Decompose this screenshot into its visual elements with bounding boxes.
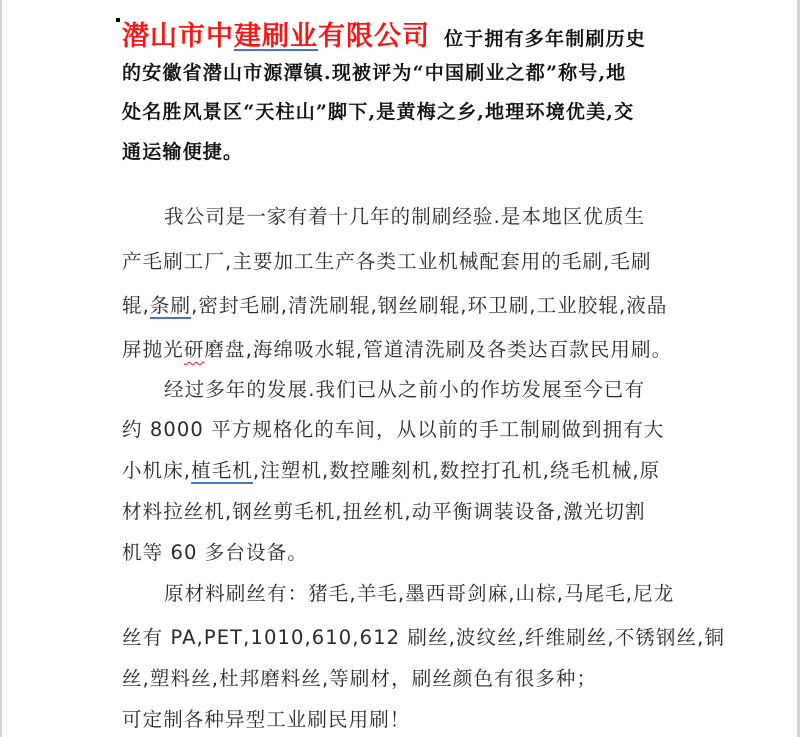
p2-line-2: 约 8000 平方规格化的车间，从以前的手工制刷做到拥有大 [122,418,665,441]
p2-line-3 [122,455,660,483]
p1-line-4-c: 磨盘,海绵吸水辊,管道清洗刷及各类达百款民用刷。 [204,338,673,361]
intro-line-2: 的安徽省潜山市源潭镇.现被评为“中国刷业之都”称号,地 [122,62,627,84]
p3-line-3: 丝,塑料丝,杜邦磨料丝,等刷材，刷丝颜色有很多种； [122,667,598,690]
p1-line-3-a: 辊, [122,294,150,317]
intro-text-1: 位于拥有多年制刷历史 [444,28,647,50]
p3-line-1: 原材料刷丝有：猪毛,羊毛,墨西哥剑麻,山棕,马尾毛,尼龙 [164,582,675,605]
p3-line-2: 丝有 PA,PET,1010,610,612 刷丝,波纹丝,纤维刷丝,不锈钢丝,铜 [122,626,725,649]
p1-line-1: 我公司是一家有着十几年的制刷经验.是本地区优质生 [164,205,646,228]
p1-line-2: 产毛刷工厂,主要加工生产各类工业机械配套用的毛刷,毛刷 [122,250,652,273]
p2-line-1: 经过多年的发展.我们已从之前小的作坊发展至今已有 [164,378,646,401]
title-part-3: 有限公司 [318,21,430,52]
p2-line-3-a: 小机床, [122,459,192,482]
spellcheck-flagged-word[interactable]: 研 [183,338,205,361]
intro-line-3: 处名胜风景区“天柱山”脚下,是黄梅之乡,地理环境优美,交 [122,101,635,123]
p2-line-3-c: ,注塑机,数控雕刻机,数控打孔机,绕毛机械,原 [252,459,661,482]
title-underlined-part: 建刷业 [234,21,318,52]
p1-line-4-a: 屏抛光 [122,338,184,361]
p1-line-4 [122,334,672,362]
title-part-1: 潜山市中 [122,21,234,52]
p3-line-4: 可定制各种异型工业刷民用刷！ [122,708,411,731]
p1-line-3 [122,290,668,318]
intro-line-1 [122,14,646,53]
grammar-underlined-term[interactable]: 条刷 [149,294,192,317]
intro-line-4: 通运输便捷。 [122,141,244,163]
p1-line-3-c: ,密封毛刷,清洗刷辊,钢丝刷辊,环卫刷,工业胶辊,液晶 [191,294,668,317]
paragraph-mark-icon [116,18,120,22]
p2-line-4: 材料拉丝机,钢丝剪毛机,扭丝机,动平衡调装设备,激光切割 [122,500,646,523]
company-title [122,21,430,52]
grammar-underlined-term[interactable]: 植毛机 [191,459,253,482]
p2-line-5: 机等 60 多台设备。 [122,541,308,564]
